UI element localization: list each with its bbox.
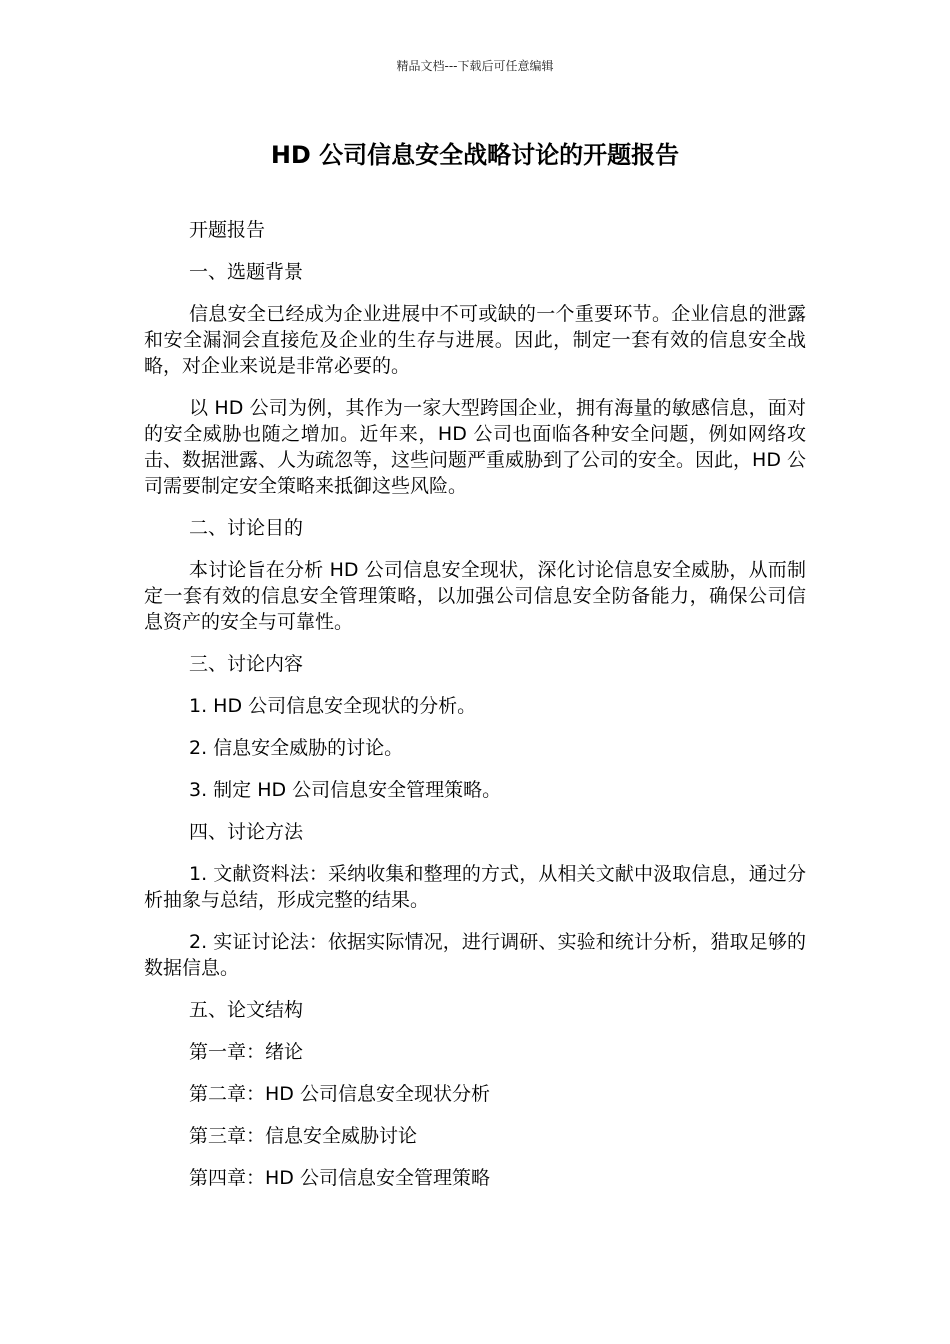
- section-heading: 五、论文结构: [189, 999, 304, 1021]
- section-heading: 四、讨论方法: [189, 821, 304, 843]
- paragraph: 信息安全已经成为企业进展中不可或缺的一个重要环节。企业信息的泄露和安全漏洞会直接危及企业的生存与进展。因此，制定一套有效的信息安全战略，对企业来说是非常必要的。: [144, 303, 806, 377]
- section-heading: 三、讨论内容: [189, 653, 304, 675]
- header-note: 精品文档---下载后可任意编辑: [396, 59, 554, 73]
- chapter-item: 第四章：HD 公司信息安全管理策略: [189, 1167, 490, 1189]
- paragraph: 本讨论旨在分析 HD 公司信息安全现状，深化讨论信息安全威胁，从而制定一套有效的信息安全管理策略，以加强公司信息安全防备能力，确保公司信息资产的安全与可靠性。: [144, 559, 806, 633]
- list-item: 3. 制定 HD 公司信息安全管理策略。: [189, 779, 502, 801]
- paragraph: 开题报告: [189, 219, 266, 241]
- section-heading: 二、讨论目的: [189, 517, 304, 539]
- list-item: 2. 实证讨论法：依据实际情况，进行调研、实验和统计分析，猎取足够的数据信息。: [144, 931, 806, 979]
- list-item: 1. HD 公司信息安全现状的分析。: [189, 695, 477, 717]
- chapter-item: 第三章：信息安全威胁讨论: [189, 1125, 418, 1147]
- list-item: 2. 信息安全威胁的讨论。: [189, 737, 404, 759]
- chapter-item: 第二章：HD 公司信息安全现状分析: [189, 1083, 490, 1105]
- list-item: 1. 文献资料法：采纳收集和整理的方式，从相关文献中汲取信息，通过分析抽象与总结，形成完整的结果。: [144, 863, 806, 911]
- document-title: HD 公司信息安全战略讨论的开题报告: [270, 141, 680, 169]
- paragraph: 以 HD 公司为例，其作为一家大型跨国企业，拥有海量的敏感信息，面对的安全威胁也随之增加。近年来，HD 公司也面临各种安全问题，例如网络攻击、数据泄露、人为疏忽等，这些问题严重威胁到了公司的安全。因此，HD 公司需要制定安全策略来抵御这些风险。: [144, 397, 806, 497]
- section-heading: 一、选题背景: [189, 261, 304, 283]
- document-body: [144, 217, 806, 1207]
- chapter-item: 第一章：绪论: [189, 1041, 304, 1063]
